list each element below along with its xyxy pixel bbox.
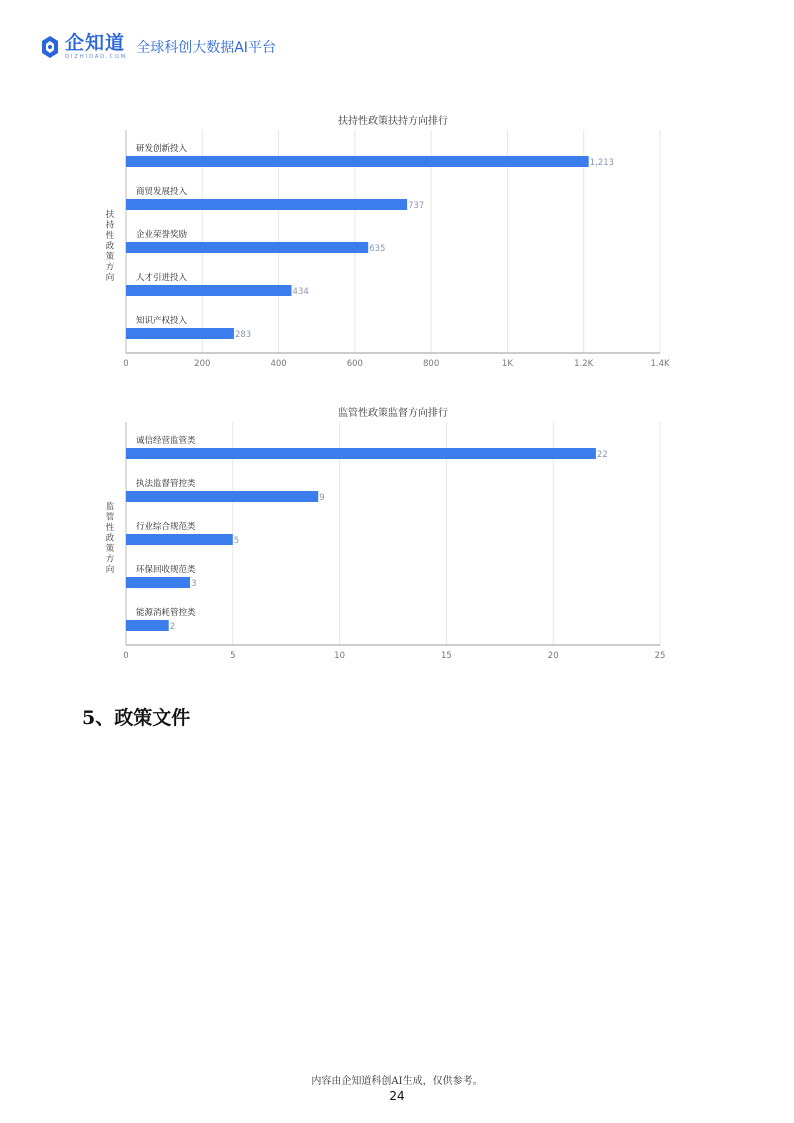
y-axis-label: 扶持性政策方向: [105, 210, 115, 283]
chart-title: 扶持性政策扶持方向排行: [338, 116, 448, 127]
category-label: 执法监督管控类: [136, 479, 196, 489]
bar-value-label: 22: [596, 450, 608, 460]
x-tick-label: 0: [123, 651, 129, 661]
bar: [126, 328, 234, 339]
category-label: 企业荣誉奖励: [136, 230, 188, 240]
support-policy-chart-svg: [100, 108, 680, 378]
bar-value-label: 635: [369, 244, 386, 254]
x-tick-label: 200: [194, 359, 211, 369]
x-tick-label: 20: [547, 651, 559, 661]
bar-value-label: 3: [191, 579, 197, 589]
bar-value-label: 1,213: [589, 158, 615, 168]
chart-title: 监管性政策监督方向排行: [338, 408, 448, 419]
x-tick-label: 600: [346, 359, 363, 369]
category-label: 知识产权投入: [136, 316, 188, 326]
x-tick-label: 1K: [501, 359, 513, 369]
bar: [126, 491, 318, 502]
bar-value-label: 5: [233, 536, 240, 546]
x-tick-label: 1.4K: [650, 359, 670, 369]
bar: [126, 534, 233, 545]
x-tick-label: 25: [654, 651, 666, 661]
x-tick-label: 0: [123, 359, 129, 369]
y-axis-label: 监管性政策方向: [105, 502, 115, 575]
regulatory-policy-chart-svg: [100, 400, 680, 670]
bar-value-label: 283: [234, 330, 252, 340]
bar: [126, 577, 190, 588]
logo: [65, 34, 127, 60]
x-tick-label: 10: [334, 651, 346, 661]
category-label: 研发创新投入: [136, 144, 188, 154]
logo-main-text: 企知道: [65, 32, 126, 54]
bar: [126, 156, 589, 167]
bar: [126, 448, 596, 459]
x-tick-label: 5: [230, 651, 236, 661]
category-label: 能源消耗管控类: [136, 608, 196, 618]
page-number: 24: [389, 1089, 405, 1103]
regulatory-policy-chart: [100, 400, 680, 670]
x-tick-label: 400: [270, 359, 287, 369]
x-tick-label: 15: [440, 651, 452, 661]
footer-disclaimer: 内容由企知道科创AI生成，仅供参考。: [311, 1076, 483, 1087]
platform-tagline: 全球科创大数据AI平台: [136, 40, 276, 56]
bar: [126, 242, 368, 253]
x-tick-label: 800: [423, 359, 440, 369]
page-header: [40, 34, 276, 60]
bar-value-label: 2: [169, 622, 176, 632]
category-label: 商贸发展投入: [136, 187, 188, 197]
bar: [126, 285, 292, 296]
support-policy-chart: [100, 108, 680, 378]
category-label: 环保回收规范类: [136, 565, 196, 575]
logo-sub-text: QIZHIDAO.COM: [65, 54, 128, 60]
bar: [126, 620, 169, 631]
category-label: 诚信经营监管类: [136, 436, 196, 446]
bar: [126, 199, 407, 210]
x-tick-label: 1.2K: [574, 359, 594, 369]
section-heading: 5、政策文件: [82, 707, 191, 729]
bar-value-label: 9: [319, 493, 325, 503]
category-label: 人才引进投入: [136, 273, 188, 283]
bar-value-label: 737: [408, 201, 425, 211]
bar-value-label: 434: [292, 287, 309, 297]
logo-icon: [40, 35, 60, 59]
category-label: 行业综合规范类: [136, 522, 196, 532]
